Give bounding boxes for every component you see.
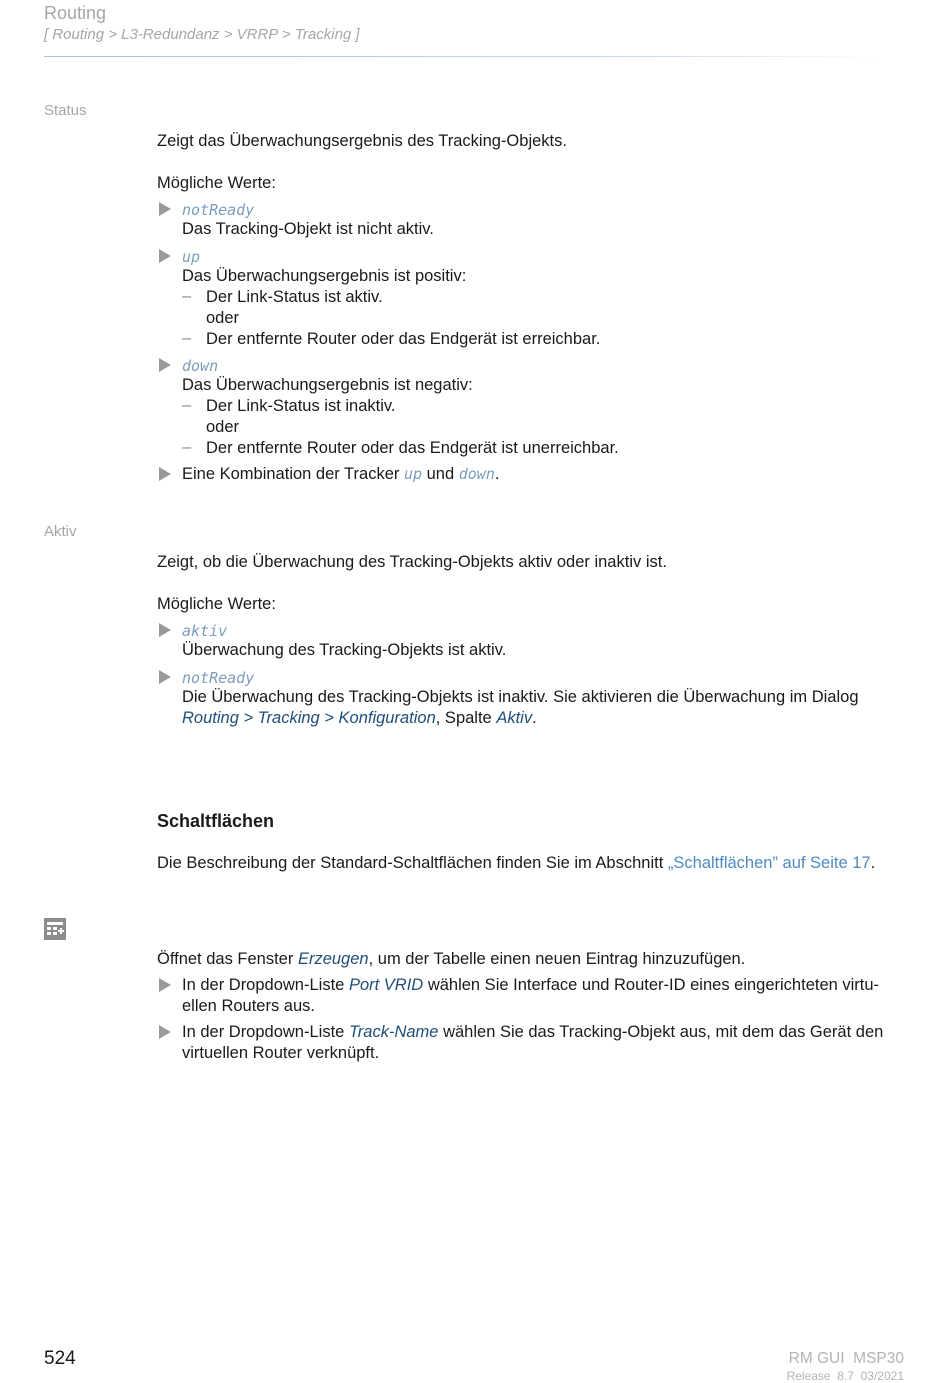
dash-marker: – xyxy=(182,396,192,414)
section-heading: Schaltflächen xyxy=(157,811,275,831)
value-description: Das Überwachungsergebnis ist positiv: xyxy=(182,267,467,285)
table-add-icon[interactable] xyxy=(44,918,66,940)
value-code: notReady xyxy=(182,669,255,687)
list-item: In der Dropdown-Liste Track-Name wählen Sie das Tracking-Objekt aus, mit dem das Gerät den xyxy=(182,1023,884,1041)
bullet-triangle-icon xyxy=(159,467,171,481)
value-description: Überwachung des Tracking-Objekts ist aktiv. xyxy=(182,641,507,659)
value-description: Das Überwachungsergebnis ist negativ: xyxy=(182,376,473,394)
page-header-title: Routing xyxy=(44,3,107,23)
value-description: Das Tracking-Objekt ist nicht aktiv. xyxy=(182,220,434,238)
aktiv-section-label: Aktiv xyxy=(44,523,77,540)
bullet-triangle-icon xyxy=(159,670,171,684)
aktiv-possible-values: Mögliche Werte: xyxy=(157,595,276,613)
breadcrumb: [ Routing > L3-Redundanz > VRRP > Tracking ] xyxy=(44,26,360,43)
bullet-triangle-icon xyxy=(159,358,171,372)
column-link[interactable]: Aktiv xyxy=(496,709,533,727)
value-code: aktiv xyxy=(182,622,228,640)
dash-marker: – xyxy=(182,287,192,305)
dialog-reference-line: Routing > Tracking > Konfiguration, Spalte Aktiv. xyxy=(182,709,537,727)
window-link[interactable]: Erzeugen xyxy=(297,950,369,968)
value-code: notReady xyxy=(182,201,255,219)
sub-item: Der entfernte Router oder das Endgerät ist unerreichbar. xyxy=(206,439,619,457)
cross-reference-link[interactable]: „Schaltflächen” auf Seite 17 xyxy=(667,854,871,872)
bullet-triangle-icon xyxy=(159,1025,171,1039)
bullet-triangle-icon xyxy=(159,249,171,263)
list-item: In der Dropdown-Liste Port VRID wählen Sie Interface und Router-ID eines eingerichteten virtu- xyxy=(182,976,880,994)
status-possible-values: Mögliche Werte: xyxy=(157,174,276,192)
buttons-description: Die Beschreibung der Standard-Schaltflächen finden Sie im Abschnitt „Schaltflächen” auf Seite 17. xyxy=(157,854,876,872)
bullet-triangle-icon xyxy=(159,202,171,216)
create-intro: Öffnet das Fenster Erzeugen, um der Tabelle einen neuen Eintrag hinzuzufügen. xyxy=(157,950,746,968)
field-link[interactable]: Track-Name xyxy=(348,1023,439,1041)
bullet-triangle-icon xyxy=(159,978,171,992)
status-intro: Zeigt das Überwachungsergebnis des Tracking-Objekts. xyxy=(157,132,567,150)
sub-item-or: oder xyxy=(206,418,240,436)
aktiv-intro: Zeigt, ob die Überwachung des Tracking-Objekts aktiv oder inaktiv ist. xyxy=(157,553,667,571)
value-code: down xyxy=(182,357,219,375)
sub-item: Der entfernte Router oder das Endgerät ist erreichbar. xyxy=(206,330,601,348)
field-link[interactable]: Port VRID xyxy=(348,976,424,994)
status-section-label: Status xyxy=(44,102,87,119)
footer-release: Release 8.7 03/2021 xyxy=(786,1369,904,1383)
sub-item: Der Link-Status ist inaktiv. xyxy=(206,397,396,415)
bullet-triangle-icon xyxy=(159,623,171,637)
dialog-path-link[interactable]: Routing > Tracking > Konfiguration xyxy=(182,709,436,727)
dash-marker: – xyxy=(182,329,192,347)
sub-item: Der Link-Status ist aktiv. xyxy=(206,288,383,306)
list-item-continued: ellen Routers aus. xyxy=(182,997,315,1015)
page-number: 524 xyxy=(44,1348,76,1369)
footer-product: RM GUI MSP30 xyxy=(788,1350,904,1367)
value-code: up xyxy=(182,248,201,266)
sub-item-or: oder xyxy=(206,309,240,327)
value-description: Die Überwachung des Tracking-Objekts ist inaktiv. Sie aktivieren die Überwachung im Dialog xyxy=(182,688,859,706)
combination-line: Eine Kombination der Tracker up und down. xyxy=(182,465,500,483)
dash-marker: – xyxy=(182,438,192,456)
header-divider xyxy=(44,56,884,57)
list-item-continued: virtuellen Router verknüpft. xyxy=(182,1044,380,1062)
